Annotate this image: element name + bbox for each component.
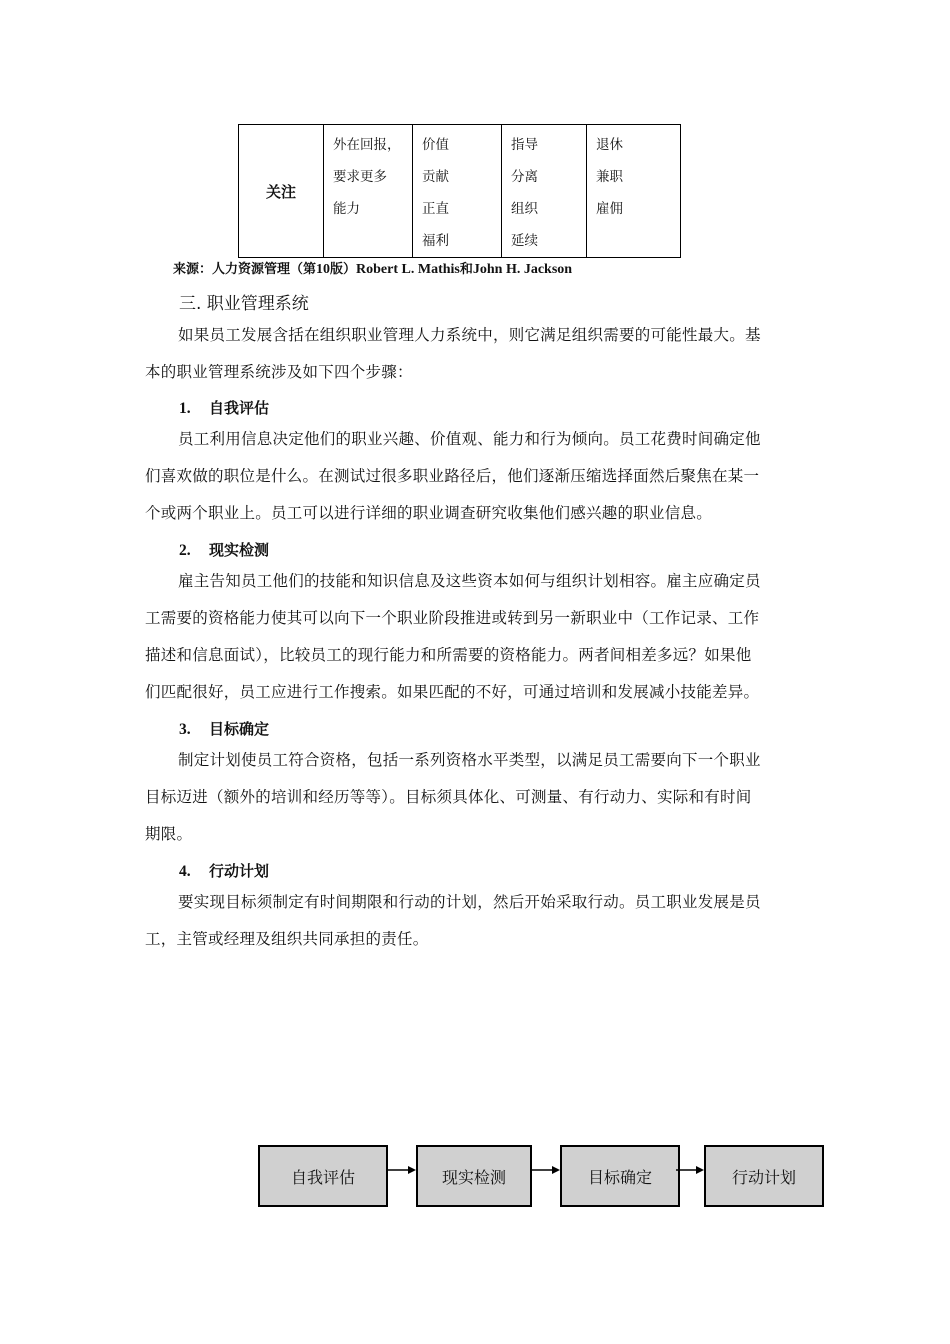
cell-line: 贡献 xyxy=(422,169,449,185)
paragraph-line: 本的职业管理系统涉及如下四个步骤： xyxy=(145,363,413,381)
cell-line: 兼职 xyxy=(596,169,623,185)
table-cell xyxy=(502,125,587,258)
paragraph-line: 个或两个职业上。员工可以进行详细的职业调查研究收集他们感兴趣的职业信息。 xyxy=(145,504,713,522)
step-number: 3. xyxy=(179,721,191,738)
arrow-right-icon xyxy=(532,1162,560,1178)
paragraph-line: 们喜欢做的职位是什么。在测试过很多职业路径后，他们逐渐压缩选择面然后聚焦在某一 xyxy=(145,467,760,485)
paragraph-line: 描述和信息面试），比较员工的现行能力和所需要的资格能力。两者间相差多远？如果他 xyxy=(145,646,752,664)
step-paragraph-2 xyxy=(145,563,807,711)
source-prefix: 来源：人力资源管理（第 xyxy=(173,262,317,277)
step-title: 现实检测 xyxy=(209,541,270,559)
cell-line: 分离 xyxy=(511,169,538,185)
step-heading-1 xyxy=(179,397,269,418)
source-author-1: Robert L. Mathis xyxy=(356,262,460,277)
arrow-right-icon xyxy=(676,1162,704,1178)
step-number: 2. xyxy=(179,542,191,559)
paragraph-line: 工需要的资格能力使其可以向下一个职业阶段推进或转到另一新职业中（工作记录、工作 xyxy=(145,609,760,627)
source-edition-number: 10 xyxy=(316,262,331,277)
step-paragraph-4 xyxy=(145,884,807,958)
intro-paragraph xyxy=(145,317,807,391)
cell-line: 雇佣 xyxy=(596,201,623,217)
step-title: 目标确定 xyxy=(209,720,270,738)
arrow-right-icon xyxy=(388,1162,416,1178)
flow-box-goal-setting: 目标确定 xyxy=(560,1145,680,1207)
step-paragraph-3 xyxy=(145,742,807,853)
step-number: 1. xyxy=(179,400,191,417)
step-heading-4 xyxy=(179,860,269,881)
table-row xyxy=(239,125,681,258)
table-cell xyxy=(587,125,681,258)
paragraph-line: 目标迈进（额外的培训和经历等等）。目标须具体化、可测量、有行动力、实际和有时间 xyxy=(145,788,752,806)
source-edition-suffix: 版） xyxy=(330,262,357,277)
cell-line: 要求更多 xyxy=(333,169,387,185)
source-citation xyxy=(173,258,572,278)
flow-box-reality-check: 现实检测 xyxy=(416,1145,532,1207)
table-cell xyxy=(413,125,502,258)
paragraph-line: 期限。 xyxy=(145,825,193,843)
cell-line: 延续 xyxy=(511,233,538,249)
paragraph-line: 雇主告知员工他们的技能和知识信息及这些资本如何与组织计划相容。雇主应确定员 xyxy=(178,572,761,590)
step-heading-3 xyxy=(179,718,269,739)
cell-line: 组织 xyxy=(511,201,538,217)
cell-line: 正直 xyxy=(422,201,449,217)
paragraph-line: 工，主管或经理及组织共同承担的责任。 xyxy=(145,930,429,948)
career-stage-table xyxy=(238,124,681,258)
table-cell xyxy=(324,125,413,258)
section-title: 三. 职业管理系统 xyxy=(179,294,309,314)
cell-line: 外在回报， xyxy=(333,137,401,153)
source-author-2: John H. Jackson xyxy=(472,262,573,277)
paragraph-line: 员工利用信息决定他们的职业兴趣、价值观、能力和行为倾向。员工花费时间确定他 xyxy=(178,430,761,448)
step-paragraph-1 xyxy=(145,421,807,532)
paragraph-line: 要实现目标须制定有时间期限和行动的计划，然后开始采取行动。员工职业发展是员 xyxy=(178,893,761,911)
cell-line: 福利 xyxy=(422,233,449,249)
step-number: 4. xyxy=(179,863,191,880)
cell-line: 退休 xyxy=(596,137,623,153)
cell-line: 价值 xyxy=(422,137,449,153)
flow-box-action-plan: 行动计划 xyxy=(704,1145,824,1207)
flow-box-self-assessment: 自我评估 xyxy=(258,1145,388,1207)
cell-line: 能力 xyxy=(333,201,360,217)
step-title: 行动计划 xyxy=(209,862,270,880)
step-title: 自我评估 xyxy=(209,399,270,417)
source-and: 和 xyxy=(459,262,473,277)
cell-line: 指导 xyxy=(511,137,538,153)
table-row-header: 关注 xyxy=(239,125,324,258)
paragraph-line: 如果员工发展含括在组织职业管理人力系统中，则它满足组织需要的可能性最大。基 xyxy=(178,326,761,344)
paragraph-line: 们匹配很好，员工应进行工作搜索。如果匹配的不好，可通过培训和发展减小技能差异。 xyxy=(145,683,760,701)
paragraph-line: 制定计划使员工符合资格，包括一系列资格水平类型，以满足员工需要向下一个职业 xyxy=(178,751,761,769)
step-heading-2 xyxy=(179,539,269,560)
